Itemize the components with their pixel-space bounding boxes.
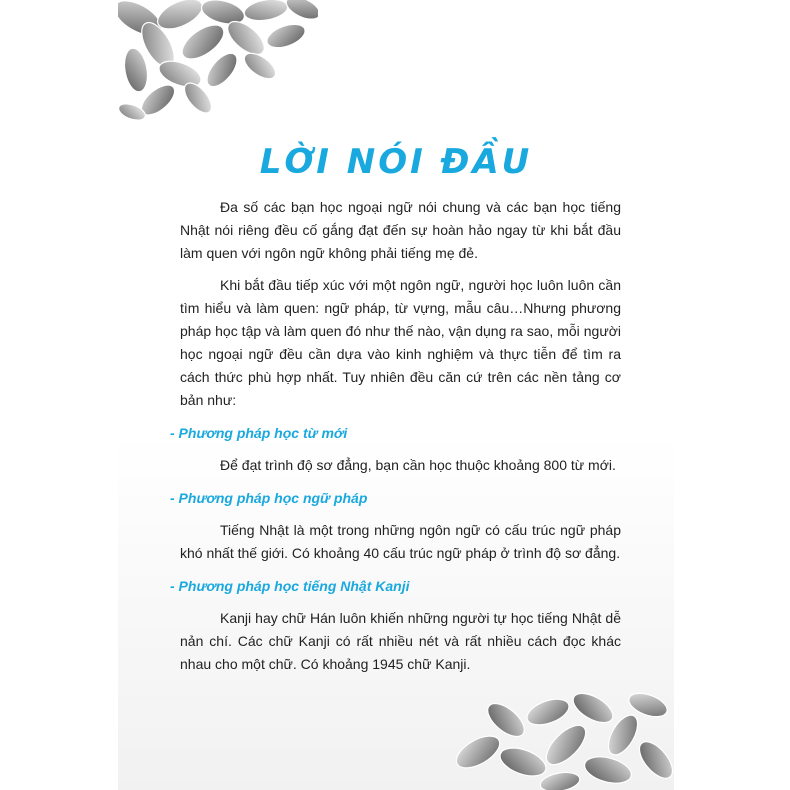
section-text-grammar: Tiếng Nhật là một trong những ngôn ngữ có cấu trúc ngữ pháp khó nhất thế giới. Có khoảng 40 cấu trúc ngữ pháp ở trình độ sơ đẳng. — [180, 522, 621, 561]
preface-body — [170, 196, 621, 676]
section-heading-grammar: - Phương pháp học ngữ pháp — [170, 490, 368, 506]
section-text-kanji: Kanji hay chữ Hán luôn khiến những người tự học tiếng Nhật dễ nản chí. Các chữ Kanji có rất nhiều nét và rất nhiều cách đọc khác nhau cho một chữ. Có khoảng 1945 chữ Kanji. — [180, 610, 621, 672]
section-text-vocabulary: Để đạt trình độ sơ đẳng, bạn cần học thuộc khoảng 800 từ mới. — [220, 457, 616, 473]
page-title: LỜI NÓI ĐẦU — [259, 142, 533, 182]
intro-paragraph-2: Khi bắt đầu tiếp xúc với một ngôn ngữ, người học luôn luôn cần tìm hiểu và làm quen: ngữ pháp, từ vựng, mẫu câu…Nhưng phương pháp học tập và làm quen đó như thế nào, vận dụng ra sao, mỗi người học ngoại ngữ đều cần dựa vào kinh nghiệm và thực tiễn để tìm ra cách thức phù hợp nhất. Tuy nhiên đều căn cứ trên các nền tảng cơ bản như: — [180, 277, 621, 408]
leaves-bottom-right-decoration — [448, 690, 674, 790]
leaves-top-left-decoration — [118, 0, 318, 125]
intro-paragraph-1: Đa số các bạn học ngoại ngữ nói chung và các bạn học tiếng Nhật nói riêng đều cố gắng đạt đến sự hoàn hảo ngay từ khi bắt đầu làm quen với ngôn ngữ không phải tiếng mẹ đẻ. — [180, 199, 621, 261]
book-page — [118, 0, 674, 790]
section-heading-vocabulary: - Phương pháp học từ mới — [170, 425, 348, 441]
section-heading-kanji: - Phương pháp học tiếng Nhật Kanji — [170, 578, 410, 594]
